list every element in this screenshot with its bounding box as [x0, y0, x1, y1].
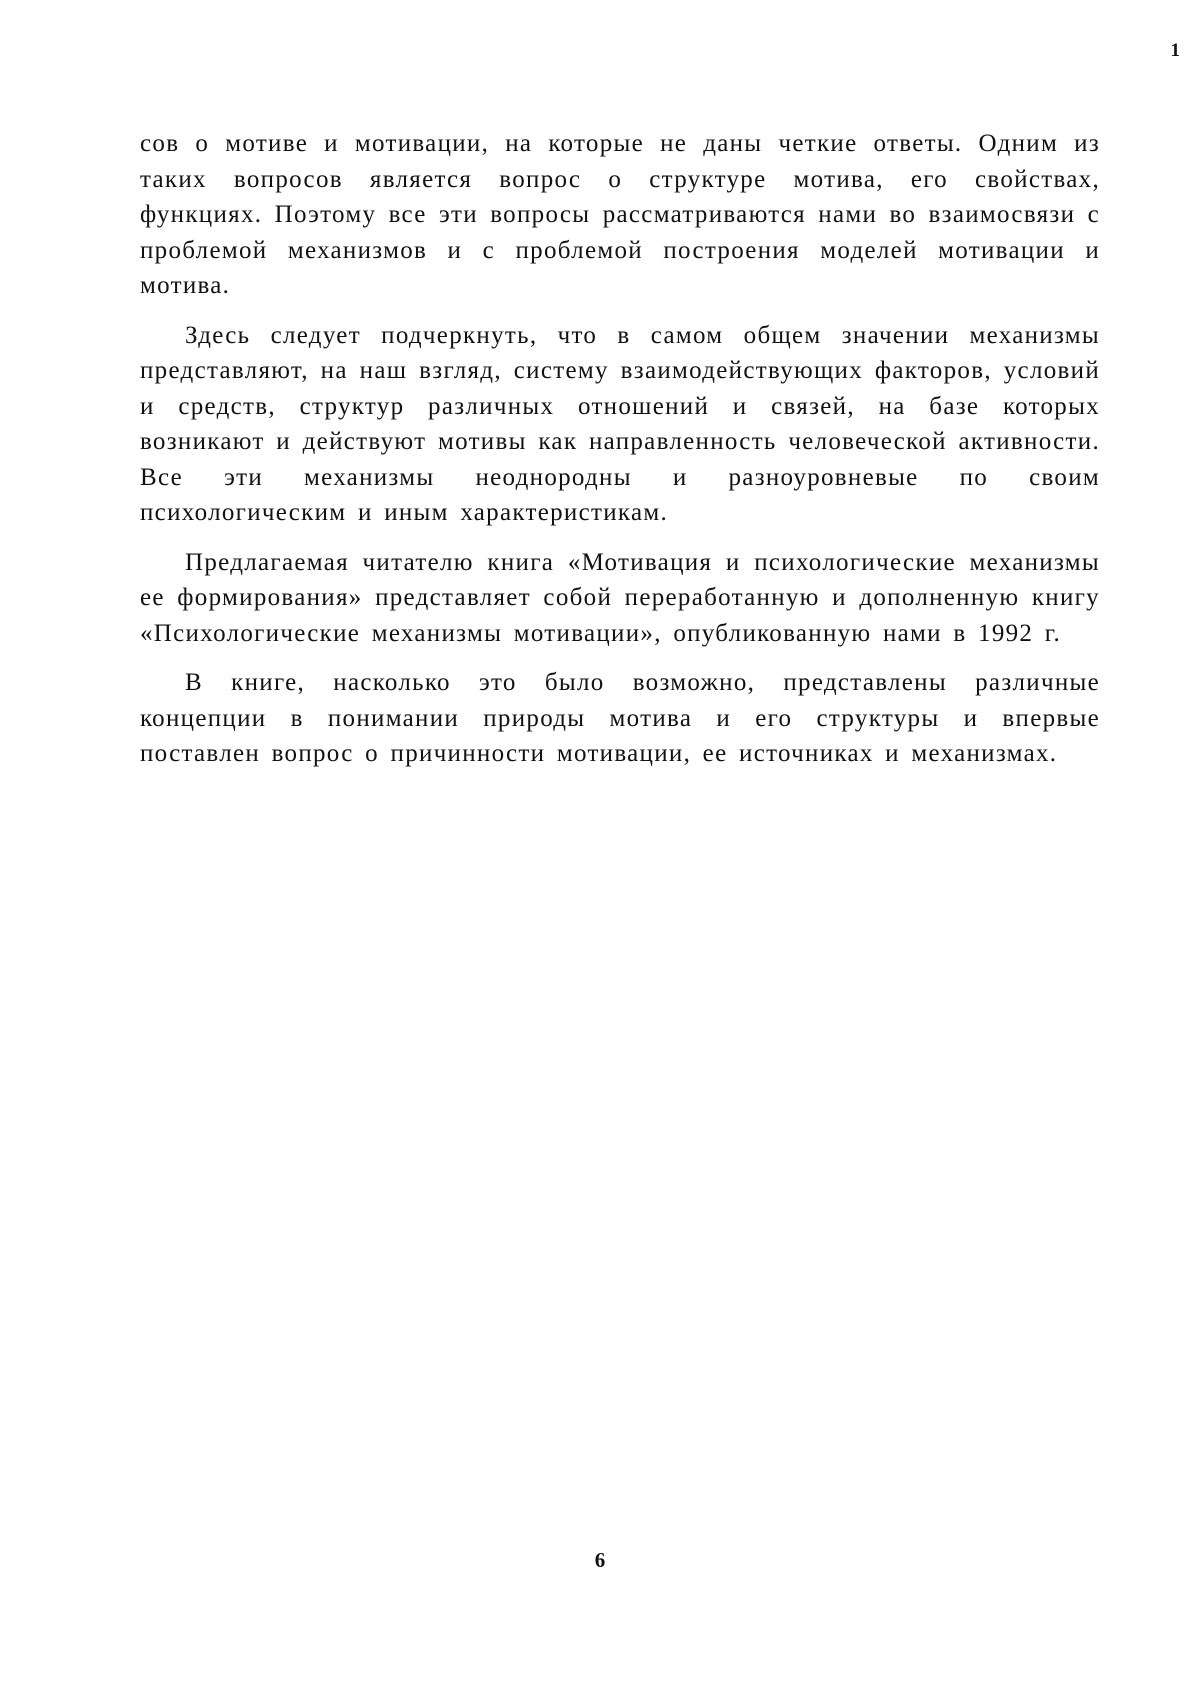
- paragraph-4: В книге, насколько это было возможно, представлены различные концепции в понимании природы мотива и его структуры и впервые поставлен вопрос о причинности мотивации, ее источниках и механизмах.: [140, 669, 1100, 767]
- body-text: [140, 126, 1100, 786]
- paragraph-2: Здесь следует подчеркнуть, что в самом общем значении механизмы представляют, на наш взгляд, систему взаимодействующих факторов, условий и средств, структур различных отношений и связей, на базе которых возникают и действуют мотивы как направленность человеческой активности. Все эти механизмы неоднородны и разноуровневые по своим психологическим и иным характеристикам.: [140, 321, 1100, 526]
- paragraph-3: Предлагаемая читателю книга «Мотивация и психологические механизмы ее формирования» представляет собой переработанную и дополненную книгу «Психологические механизмы мотивации», опубликованную нами в 1992 г.: [140, 548, 1100, 647]
- page-corner-number: 1: [1170, 40, 1180, 61]
- page-number: 6: [594, 1548, 606, 1572]
- paragraph-1: сов о мотиве и мотивации, на которые не даны четкие ответы. Одним из таких вопросов является вопрос о структуре мотива, его свойствах, функциях. Поэтому все эти вопросы рассматриваются нами во взаимосвязи с проблемой механизмов и с проблемой построения моделей мотивации и мотива.: [140, 130, 1100, 299]
